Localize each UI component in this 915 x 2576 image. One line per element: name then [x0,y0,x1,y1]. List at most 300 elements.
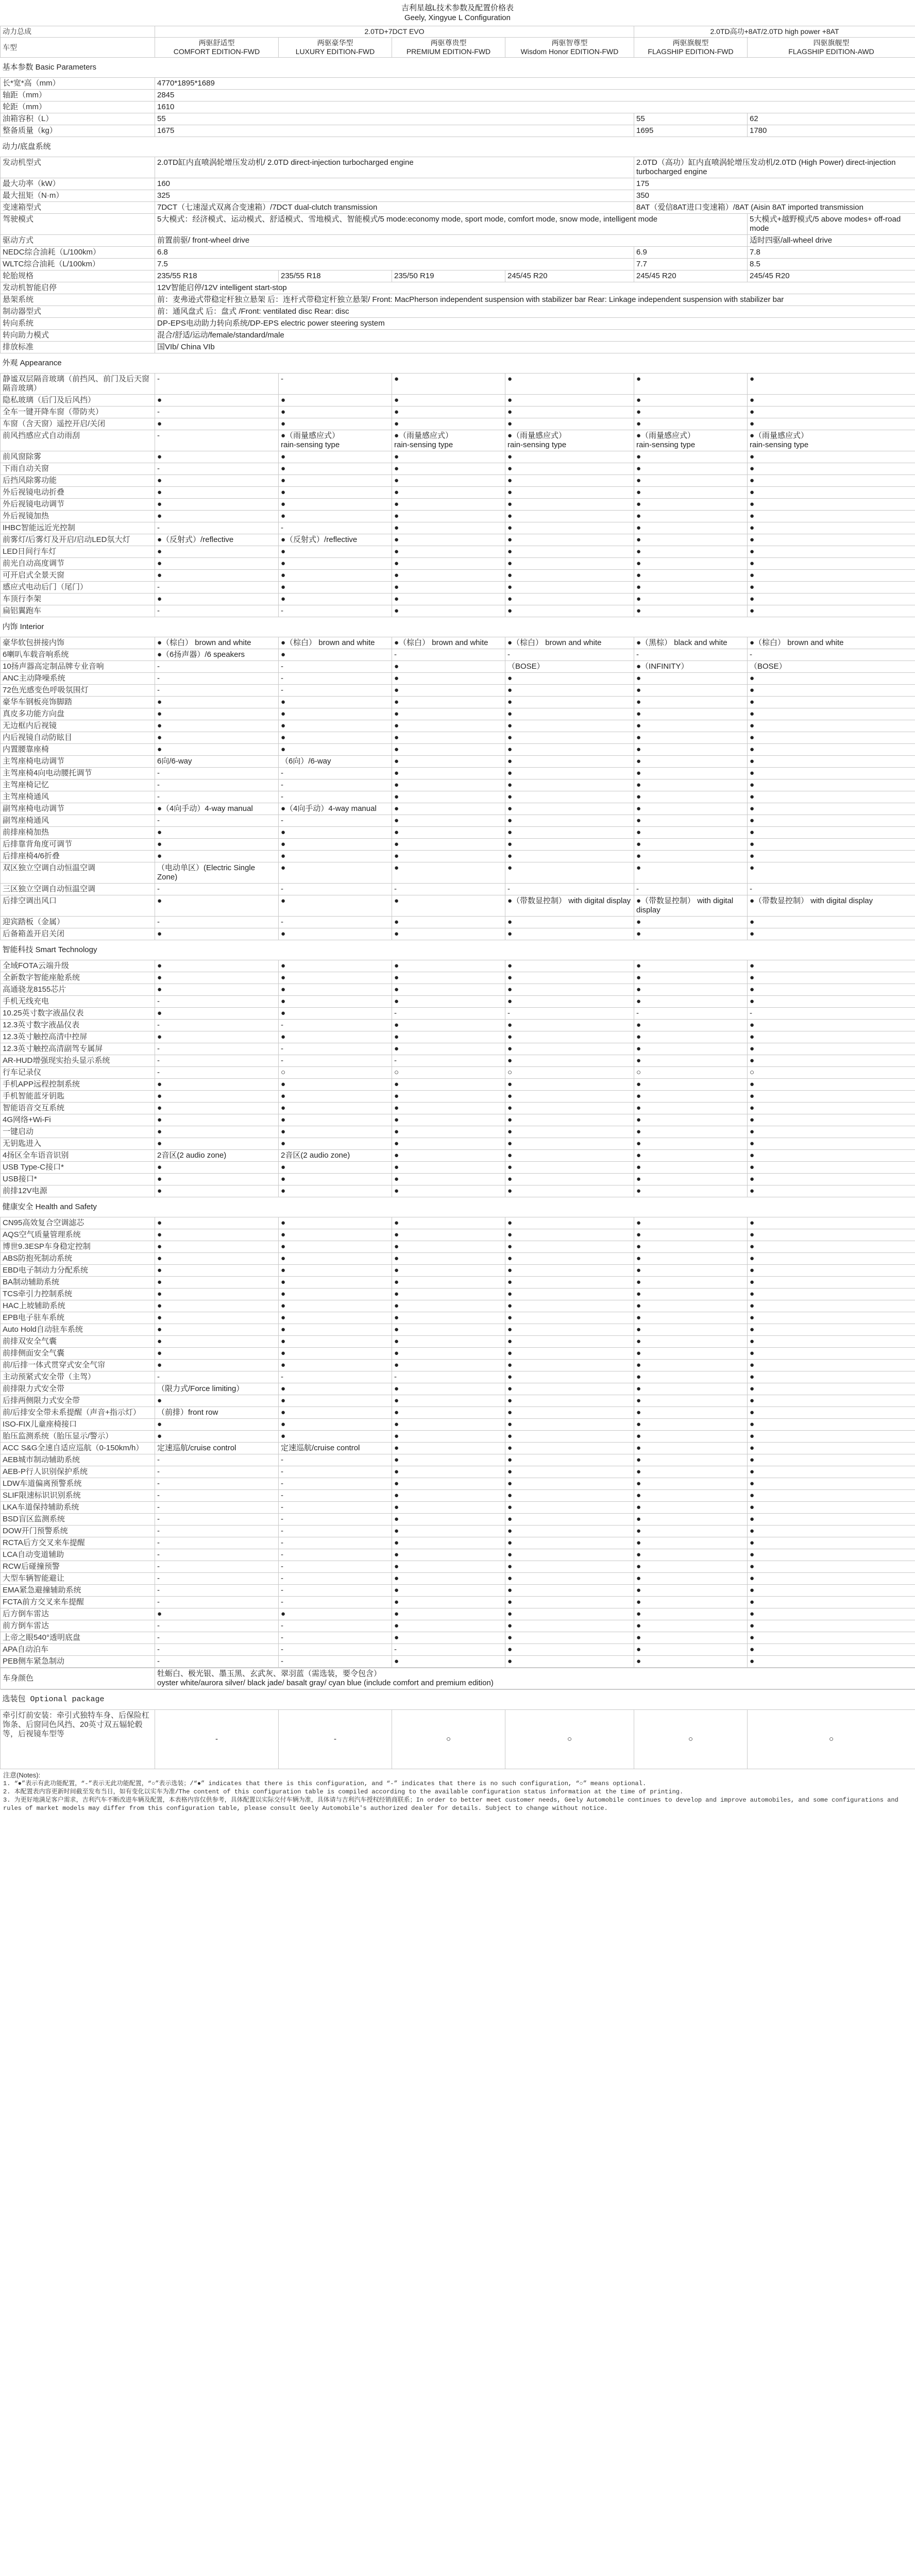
spec-value: ● [748,418,915,430]
spec-value: ● [634,1608,748,1620]
spec-value: ● [634,685,748,697]
spec-value: ● [155,1031,279,1043]
spec-value: ● [748,1656,915,1668]
spec-value: ● [392,744,505,756]
spec-value: ● [748,1454,915,1466]
spec-value: ● [634,1324,748,1336]
spec-value: ● [392,1241,505,1253]
spec-row [1,1289,915,1300]
spec-label: 三区独立空调自动恒温空调 [1,884,155,895]
spec-value: ● [505,1632,634,1644]
spec-row [1,862,915,884]
spec-value: ● [748,779,915,791]
option-package-value: - [279,1710,392,1769]
spec-value: ● [748,1300,915,1312]
spec-value: ● [505,1229,634,1241]
spec-value: ● [505,1656,634,1668]
spec-label: 悬架系统 [1,294,155,306]
spec-row [1,779,915,791]
spec-value: ● [505,406,634,418]
spec-value: - [279,1478,392,1490]
spec-value: ● [279,1114,392,1126]
spec-value: 前置前驱/ front-wheel drive [155,235,748,247]
spec-label: 后排座椅4/6折叠 [1,851,155,862]
spec-value: ● [155,1395,279,1407]
spec-value: ● [279,1608,392,1620]
spec-value: ● [392,511,505,522]
spec-value: ● [505,1490,634,1502]
spec-label: 内置腰靠座椅 [1,744,155,756]
spec-label: AEB-P行人识别保护系统 [1,1466,155,1478]
spec-row [1,1490,915,1502]
spec-value: 245/45 R20 [505,270,634,282]
spec-label: Auto Hold自动驻车系统 [1,1324,155,1336]
spec-value: ● [748,475,915,487]
spec-value: ● [634,594,748,605]
spec-value: - [279,815,392,827]
spec-value: ● [505,928,634,940]
spec-label: AR-HUD增强现实抬头显示系统 [1,1055,155,1067]
spec-value: ● [392,1300,505,1312]
spec-value: ● [634,1091,748,1103]
spec-label: SLIF限速标识识别系统 [1,1490,155,1502]
spec-value: DP-EPS电动助力转向系统/DP-EPS electric power steering system [155,318,915,330]
spec-value: ● [505,1079,634,1091]
spec-value: ● [748,1079,915,1091]
spec-row [1,928,915,940]
spec-row [1,294,915,306]
spec-value: ● [748,685,915,697]
spec-value: ● [392,960,505,972]
spec-value: ● [392,1289,505,1300]
spec-row [1,1265,915,1277]
spec-label: 前雾灯/后雾灯及开启/启动LED氛大灯 [1,534,155,546]
spec-value: - [155,374,279,395]
spec-row [1,101,915,113]
spec-label: 副驾座椅电动调节 [1,803,155,815]
spec-value: - [155,1526,279,1537]
spec-value: ● [748,1103,915,1114]
section-title: 外观 Appearance [1,353,915,374]
spec-value: ● [505,1324,634,1336]
spec-value: ● [155,1162,279,1174]
section-heading-row [1,1197,915,1217]
spec-value: ● [505,570,634,582]
spec-value: ● [392,984,505,996]
spec-value: ● [748,463,915,475]
spec-value: ● [392,851,505,862]
spec-value: ● [392,1150,505,1162]
spec-value: - [634,649,748,661]
spec-value: 2音区(2 audio zone) [155,1150,279,1162]
spec-label: 发动机智能启停 [1,282,155,294]
spec-value: ● [748,1229,915,1241]
spec-value: ● [392,1561,505,1573]
spec-value: - [748,884,915,895]
spec-row [1,851,915,862]
notes-heading: 注意(Notes): [3,1771,41,1779]
spec-value: ● [505,1360,634,1371]
spec-value: ● [505,827,634,839]
spec-label: 副驾座椅通风 [1,815,155,827]
spec-value: ● [279,463,392,475]
spec-value: ● [505,1443,634,1454]
spec-value: ● [634,582,748,594]
spec-value: ● [634,546,748,558]
spec-value: ● [634,791,748,803]
spec-value: ● [505,582,634,594]
spec-value: ● [505,1055,634,1067]
spec-value: ● [505,744,634,756]
spec-row [1,342,915,353]
spec-value: ○ [392,1067,505,1079]
spec-value: ● [155,1008,279,1020]
spec-value: ●（6扬声器）/6 speakers [155,649,279,661]
spec-row [1,259,915,270]
spec-value: ● [392,1043,505,1055]
spec-value: ● [155,972,279,984]
spec-label: 6喇叭车载音响系统 [1,649,155,661]
spec-value: ● [279,649,392,661]
spec-row [1,406,915,418]
spec-value: ● [634,779,748,791]
spec-value: ● [505,1126,634,1138]
spec-value: ● [634,463,748,475]
spec-value: - [748,649,915,661]
spec-label: DOW开门预警系统 [1,1526,155,1537]
spec-row [1,558,915,570]
spec-row [1,720,915,732]
spec-value: ● [634,708,748,720]
spec-value: ● [634,1656,748,1668]
spec-value: ● [634,862,748,884]
spec-value: 国VIb/ China VIb [155,342,915,353]
spec-row [1,649,915,661]
spec-label: EBD电子制动力分配系统 [1,1265,155,1277]
spec-value: ● [505,1597,634,1608]
spec-value: - [392,1644,505,1656]
spec-value: - [155,1502,279,1514]
spec-row [1,1526,915,1537]
spec-value: ● [505,475,634,487]
spec-value: 62 [748,113,915,125]
spec-value: ● [505,685,634,697]
spec-value: ● [392,661,505,673]
spec-value: ● [392,1185,505,1197]
spec-row [1,487,915,499]
spec-label: 无钥匙进入 [1,1138,155,1150]
spec-value: 1780 [748,125,915,137]
spec-value: ● [748,744,915,756]
spec-value: ● [392,791,505,803]
spec-value: ● [392,1312,505,1324]
spec-row [1,972,915,984]
spec-value: 1675 [155,125,634,137]
spec-value: ● [505,1371,634,1383]
spec-value: ● [392,732,505,744]
spec-label: 72色光感变色呼吸氛围灯 [1,685,155,697]
spec-value: ● [634,558,748,570]
spec-value: ● [748,1478,915,1490]
spec-row [1,475,915,487]
spec-value: ● [155,1608,279,1620]
spec-value: ● [748,1114,915,1126]
spec-value: ● [279,418,392,430]
spec-value: ● [748,1407,915,1419]
spec-value: ● [505,1253,634,1265]
spec-value: ● [279,570,392,582]
spec-value: - [155,768,279,779]
spec-value: ● [279,582,392,594]
spec-value: - [279,1043,392,1055]
spec-value: ● [748,1289,915,1300]
spec-value: ● [748,1150,915,1162]
spec-value: ● [505,1561,634,1573]
spec-value: ● [634,1478,748,1490]
spec-value: ● [748,1466,915,1478]
spec-value: ● [505,1478,634,1490]
spec-value: ● [505,1043,634,1055]
spec-value: ● [748,546,915,558]
spec-label: 内后视镜自动防眩目 [1,732,155,744]
spec-value: ● [634,1150,748,1162]
spec-value: ● [392,1514,505,1526]
spec-value: ● [505,1431,634,1443]
spec-value: ● [505,1103,634,1114]
spec-value: 160 [155,178,634,190]
spec-value: ● [392,895,505,917]
spec-label: 12.3英寸触控高清副驾专属屏 [1,1043,155,1055]
spec-value: ● [505,1020,634,1031]
spec-value: ● [634,1229,748,1241]
spec-row [1,1620,915,1632]
spec-value: ● [505,1466,634,1478]
spec-value: ● [392,1407,505,1419]
spec-row [1,1150,915,1162]
spec-row [1,522,915,534]
spec-value: ● [748,1031,915,1043]
spec-row [1,661,915,673]
spec-value: ● [748,1277,915,1289]
spec-label: 后排空调出风口 [1,895,155,917]
document-header [0,0,915,26]
spec-value: ● [748,1549,915,1561]
spec-row [1,1217,915,1229]
spec-value: ● [505,673,634,685]
spec-value: ● [748,1126,915,1138]
spec-value: ○ [279,1067,392,1079]
spec-value: ● [279,1277,392,1289]
spec-value: ● [155,928,279,940]
spec-value: ● [634,1312,748,1324]
spec-value: ● [748,1383,915,1395]
spec-value: ● [155,895,279,917]
spec-value: ● [634,1549,748,1561]
spec-label: 4G网络+Wi-Fi [1,1114,155,1126]
spec-value: ● [279,1008,392,1020]
spec-row [1,1185,915,1197]
spec-row [1,827,915,839]
spec-value: ● [392,928,505,940]
spec-value: ● [634,1360,748,1371]
spec-value: - [279,1585,392,1597]
spec-value: 5大模式+越野模式/5 above modes+ off-road mode [748,214,915,235]
spec-value: ● [505,534,634,546]
spec-value: ● [748,1371,915,1383]
spec-row [1,594,915,605]
spec-value: ● [634,1079,748,1091]
spec-value: ● [634,1585,748,1597]
spec-row [1,511,915,522]
spec-value: ● [279,546,392,558]
spec-value: ● [155,1185,279,1197]
spec-row [1,884,915,895]
section-title: 健康安全 Health and Safety [1,1197,915,1217]
spec-value: - [279,791,392,803]
spec-value: ● [748,511,915,522]
spec-label: 10扬声器高定制品牌专业音响 [1,661,155,673]
spec-label: 豪华车钢板亮饰脚踏 [1,697,155,708]
spec-row [1,1067,915,1079]
spec-label: 最大扭矩（N·m） [1,190,155,202]
spec-value: ● [748,791,915,803]
spec-label: 前/后排安全带未系提醒（声音+指示灯） [1,1407,155,1419]
spec-value: ● [634,1277,748,1289]
spec-value: ● [748,1055,915,1067]
spec-value: （BOSE） [748,661,915,673]
spec-value: ● [505,1336,634,1348]
spec-value: - [155,1466,279,1478]
spec-value: ● [505,1549,634,1561]
spec-value: ● [392,1103,505,1114]
spec-value: ● [279,1395,392,1407]
spec-value: ● [748,996,915,1008]
spec-value: ● [634,511,748,522]
spec-value: ● [155,732,279,744]
spec-value: ● [279,1079,392,1091]
spec-value: ● [748,1348,915,1360]
section-title: 基本参数 Basic Parameters [1,58,915,78]
spec-value: - [155,1620,279,1632]
spec-value: ● [505,1537,634,1549]
spec-row [1,306,915,318]
spec-label: 轮距（mm） [1,101,155,113]
spec-value: ● [634,1597,748,1608]
spec-value: ● [392,1360,505,1371]
powertrain-group-b: 2.0TD高功+8AT/2.0TD high power +8AT [634,26,915,38]
spec-value: - [155,1561,279,1573]
spec-label: 高通骁龙8155芯片 [1,984,155,996]
spec-value: （电动单区）(Electric Single Zone) [155,862,279,884]
spec-row [1,1229,915,1241]
document-subtitle: Geely, Xingyue L Configuration [404,13,511,22]
spec-value: - [279,917,392,928]
spec-value: ● [634,673,748,685]
spec-label: 全车一键开降车窗（带防夹） [1,406,155,418]
spec-value: ● [155,475,279,487]
spec-label: 双区独立空调自动恒温空调 [1,862,155,884]
spec-value: ● [634,1537,748,1549]
note-1: 1. “●”表示有此功能配置，“-”表示无此功能配置，“○”表示选装；/“●” indicates that there is this configuration, and “-” indicates that there is no such configuration, “○” means optional. [3,1780,647,1787]
spec-row [1,451,915,463]
spec-value: ○ [505,1067,634,1079]
spec-value: - [279,685,392,697]
spec-row [1,1253,915,1265]
spec-label: 长*宽*高（mm） [1,78,155,90]
spec-value: ● [155,558,279,570]
spec-row [1,1561,915,1573]
spec-label: LCA自动变道辅助 [1,1549,155,1561]
spec-value: ● [748,406,915,418]
spec-label: 最大功率（kW） [1,178,155,190]
spec-row [1,418,915,430]
spec-value: ● [634,1055,748,1067]
spec-label: 前排座椅加热 [1,827,155,839]
spec-value: ● [748,928,915,940]
spec-value: ● [392,1174,505,1185]
option-table [0,1689,915,1769]
spec-value: ● [505,984,634,996]
spec-value: - [392,1055,505,1067]
spec-value: - [155,661,279,673]
spec-value: ● [155,1360,279,1371]
spec-row [1,235,915,247]
spec-value: ● [155,499,279,511]
spec-value: ● [505,1348,634,1360]
spec-value: ● [392,570,505,582]
spec-value: ● [634,1265,748,1277]
spec-value: ● [279,839,392,851]
spec-row [1,1419,915,1431]
spec-value: - [279,605,392,617]
spec-value: - [279,1656,392,1668]
spec-value: ● [392,1395,505,1407]
spec-value: ● [279,996,392,1008]
spec-value: ● [392,499,505,511]
spec-value: ● [634,1020,748,1031]
spec-row [1,732,915,744]
spec-value: - [634,1008,748,1020]
spec-row [1,157,915,178]
spec-value: - [155,685,279,697]
spec-value: ● [505,839,634,851]
spec-value: ● [748,815,915,827]
spec-value: ● [155,1431,279,1443]
spec-row [1,1514,915,1526]
spec-table [0,26,915,1668]
spec-value: 5大模式：经济模式、运动模式、舒适模式、雪地模式、智能模式/5 mode:economy mode, sport mode, comfort mode, snow mode, intelligent mode [155,214,748,235]
spec-label: 排放标准 [1,342,155,353]
spec-value: - [505,1008,634,1020]
spec-value: ● [505,768,634,779]
spec-label: 变速箱型式 [1,202,155,214]
spec-value: ○ [748,1067,915,1079]
spec-label: 胎压监测系统（胎压显示/警示） [1,1431,155,1443]
spec-value: ● [155,451,279,463]
spec-value: ● [392,1620,505,1632]
spec-label: BSD盲区监测系统 [1,1514,155,1526]
spec-value: - [748,1008,915,1020]
spec-value: 定速巡航/cruise control [279,1443,392,1454]
spec-label: 豪华软包拼接内饰 [1,637,155,649]
spec-row [1,1020,915,1031]
spec-value: ● [392,839,505,851]
spec-value: ● [279,451,392,463]
spec-row [1,1138,915,1150]
spec-value: ● [634,1217,748,1229]
spec-value: ● [634,1138,748,1150]
spec-value: ● [392,1632,505,1644]
